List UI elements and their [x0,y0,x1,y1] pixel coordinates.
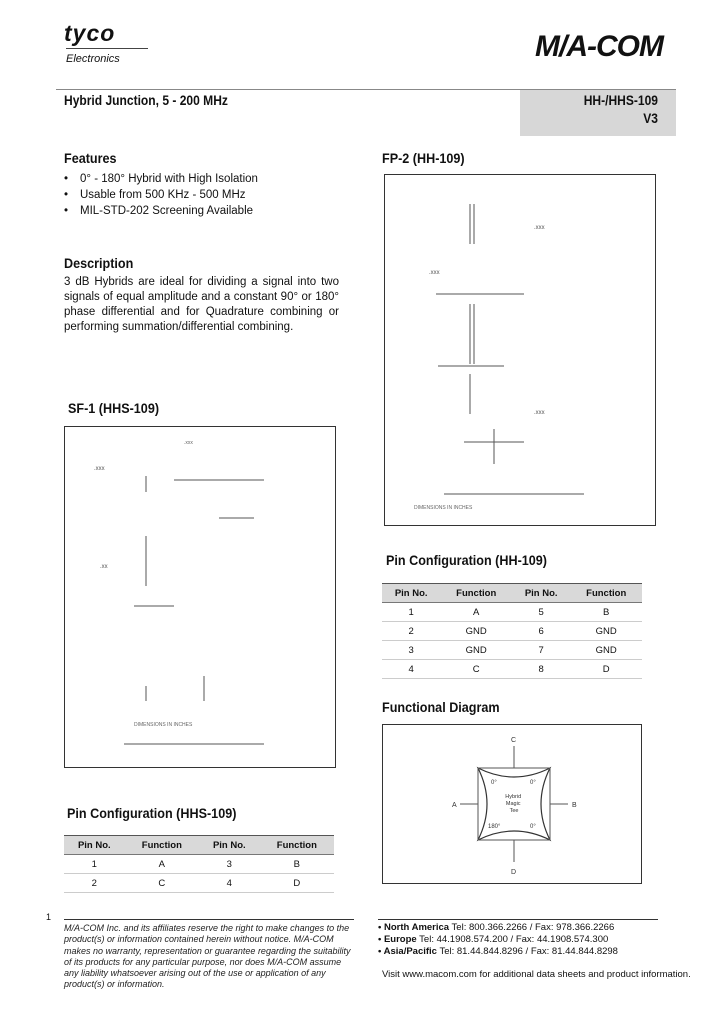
svg-text:DIMENSIONS IN INCHES: DIMENSIONS IN INCHES [134,722,193,728]
fp2-heading: FP-2 (HH-109) [382,150,465,166]
table-cell: B [570,603,642,622]
page-number: 1 [46,912,52,922]
pin-config-hh-table [382,583,642,679]
port-d-label: D [511,869,517,876]
footer-divider-left [64,919,354,920]
table-row [64,855,334,874]
column-header: Function [125,836,199,855]
version-label: V3 [643,110,658,126]
table-cell: 3 [199,855,260,874]
feature-item: • MIL-STD-202 Screening Available [64,203,258,219]
column-header: Function [570,584,642,603]
port-b-label: B [572,802,577,809]
pin-config-hh-heading: Pin Configuration (HH-109) [386,552,548,568]
center-label-line: Hybrid [505,794,522,800]
table-cell: 4 [199,874,260,893]
table-cell: 2 [64,874,125,893]
svg-text:.xxx: .xxx [429,270,440,276]
center-label-line: Tee [509,808,519,814]
svg-text:.xx: .xx [100,564,108,570]
table-cell: 5 [512,603,570,622]
phase-label: 0° [530,824,536,830]
phase-label: 0° [491,780,497,786]
sf1-heading: SF-1 (HHS-109) [68,400,160,416]
contact-info: Tel: 44.1908.574.200 / Fax: 44.1908.574.300 [419,933,609,945]
table-cell: GND [440,641,512,660]
table-cell: 6 [512,622,570,641]
contact-info: Tel: 81.44.844.8296 / Fax: 81.44.844.8298 [439,945,618,957]
svg-text:DIMENSIONS IN INCHES: DIMENSIONS IN INCHES [414,505,473,511]
table-cell: 8 [512,660,570,679]
svg-text:.xxx: .xxx [94,466,105,472]
contact-list [378,922,678,957]
table-cell: 3 [382,641,440,660]
macom-logo: M/A-COM [535,30,663,63]
svg-text:.xxx: .xxx [184,440,193,446]
table-cell: 4 [382,660,440,679]
port-c-label: C [511,737,517,744]
table-cell: C [125,874,199,893]
feature-item: • 0° - 180° Hybrid with High Isolation [64,171,258,187]
center-label-line: Magic [505,801,521,807]
description-text: 3 dB Hybrids are ideal for dividing a signal into two signals of equal amplitude and a constant 90° or 180° phase differential and for Quadrature combining or performing summation/differential combining. [64,276,339,333]
column-header: Function [260,836,334,855]
svg-text:.xxx: .xxx [534,225,545,231]
table-cell: 1 [382,603,440,622]
features-list [64,171,258,219]
table-cell: A [125,855,199,874]
phase-label: 180° [488,824,501,830]
column-header: Pin No. [64,836,125,855]
features-section [64,150,258,219]
contact-asia-pacific [378,946,678,958]
tyco-logo: tyco [64,20,116,46]
svg-text:.xxx: .xxx [534,410,545,416]
page-title: Hybrid Junction, 5 - 200 MHz [64,92,228,108]
column-header: Pin No. [199,836,260,855]
table-cell: A [440,603,512,622]
phase-label: 0° [530,780,536,786]
table-cell: GND [570,622,642,641]
table-cell: D [570,660,642,679]
website-link[interactable]: Visit www.macom.com for additional data sheets and product information. [382,969,691,980]
contact-region: Asia/Pacific [383,945,437,957]
table-cell: GND [440,622,512,641]
functional-diagram-heading: Functional Diagram [382,699,500,715]
port-a-label: A [452,802,457,809]
pin-config-hhs-heading: Pin Configuration (HHS-109) [67,805,237,821]
contact-region: North America [383,922,450,933]
table-cell: 7 [512,641,570,660]
column-header: Pin No. [382,584,440,603]
description-heading: Description [64,255,134,271]
table-row [64,874,334,893]
contact-info: Tel: 800.366.2266 / Fax: 978.366.2266 [451,922,615,933]
contact-region: Europe [383,933,417,945]
sf1-outline-drawing [64,426,336,768]
footer-divider-right [378,919,658,920]
contact-europe [378,934,678,946]
column-header: Pin No. [512,584,570,603]
table-cell: D [260,874,334,893]
logo-rule [66,48,148,49]
part-number: HH-/HHS-109 [583,92,658,108]
table-row [382,603,642,622]
fp2-outline-drawing [384,174,656,526]
table-cell: 1 [64,855,125,874]
table-header-row [382,584,642,603]
pin-config-hhs-table [64,835,334,893]
table-row [382,660,642,679]
table-row [382,641,642,660]
table-header-row [64,836,334,855]
table-cell: B [260,855,334,874]
table-cell: 2 [382,622,440,641]
table-row [382,622,642,641]
tyco-electronics-label: Electronics [66,53,120,65]
column-header: Function [440,584,512,603]
contact-north-america [378,922,678,934]
features-heading: Features [64,150,117,166]
legal-disclaimer: M/A-COM Inc. and its affiliates reserve the right to make changes to the product(s) or information contained herein without notice. M/A-COM makes no warranty, representation or guarantee regarding the suitability of its products for any particular purpose, nor does M/A-COM assume any liability whatsoever arising out of the use or application of any product(s) or information. [64,923,351,990]
table-cell: C [440,660,512,679]
functional-diagram [382,724,642,884]
feature-item: • Usable from 500 KHz - 500 MHz [64,187,258,203]
table-cell: GND [570,641,642,660]
